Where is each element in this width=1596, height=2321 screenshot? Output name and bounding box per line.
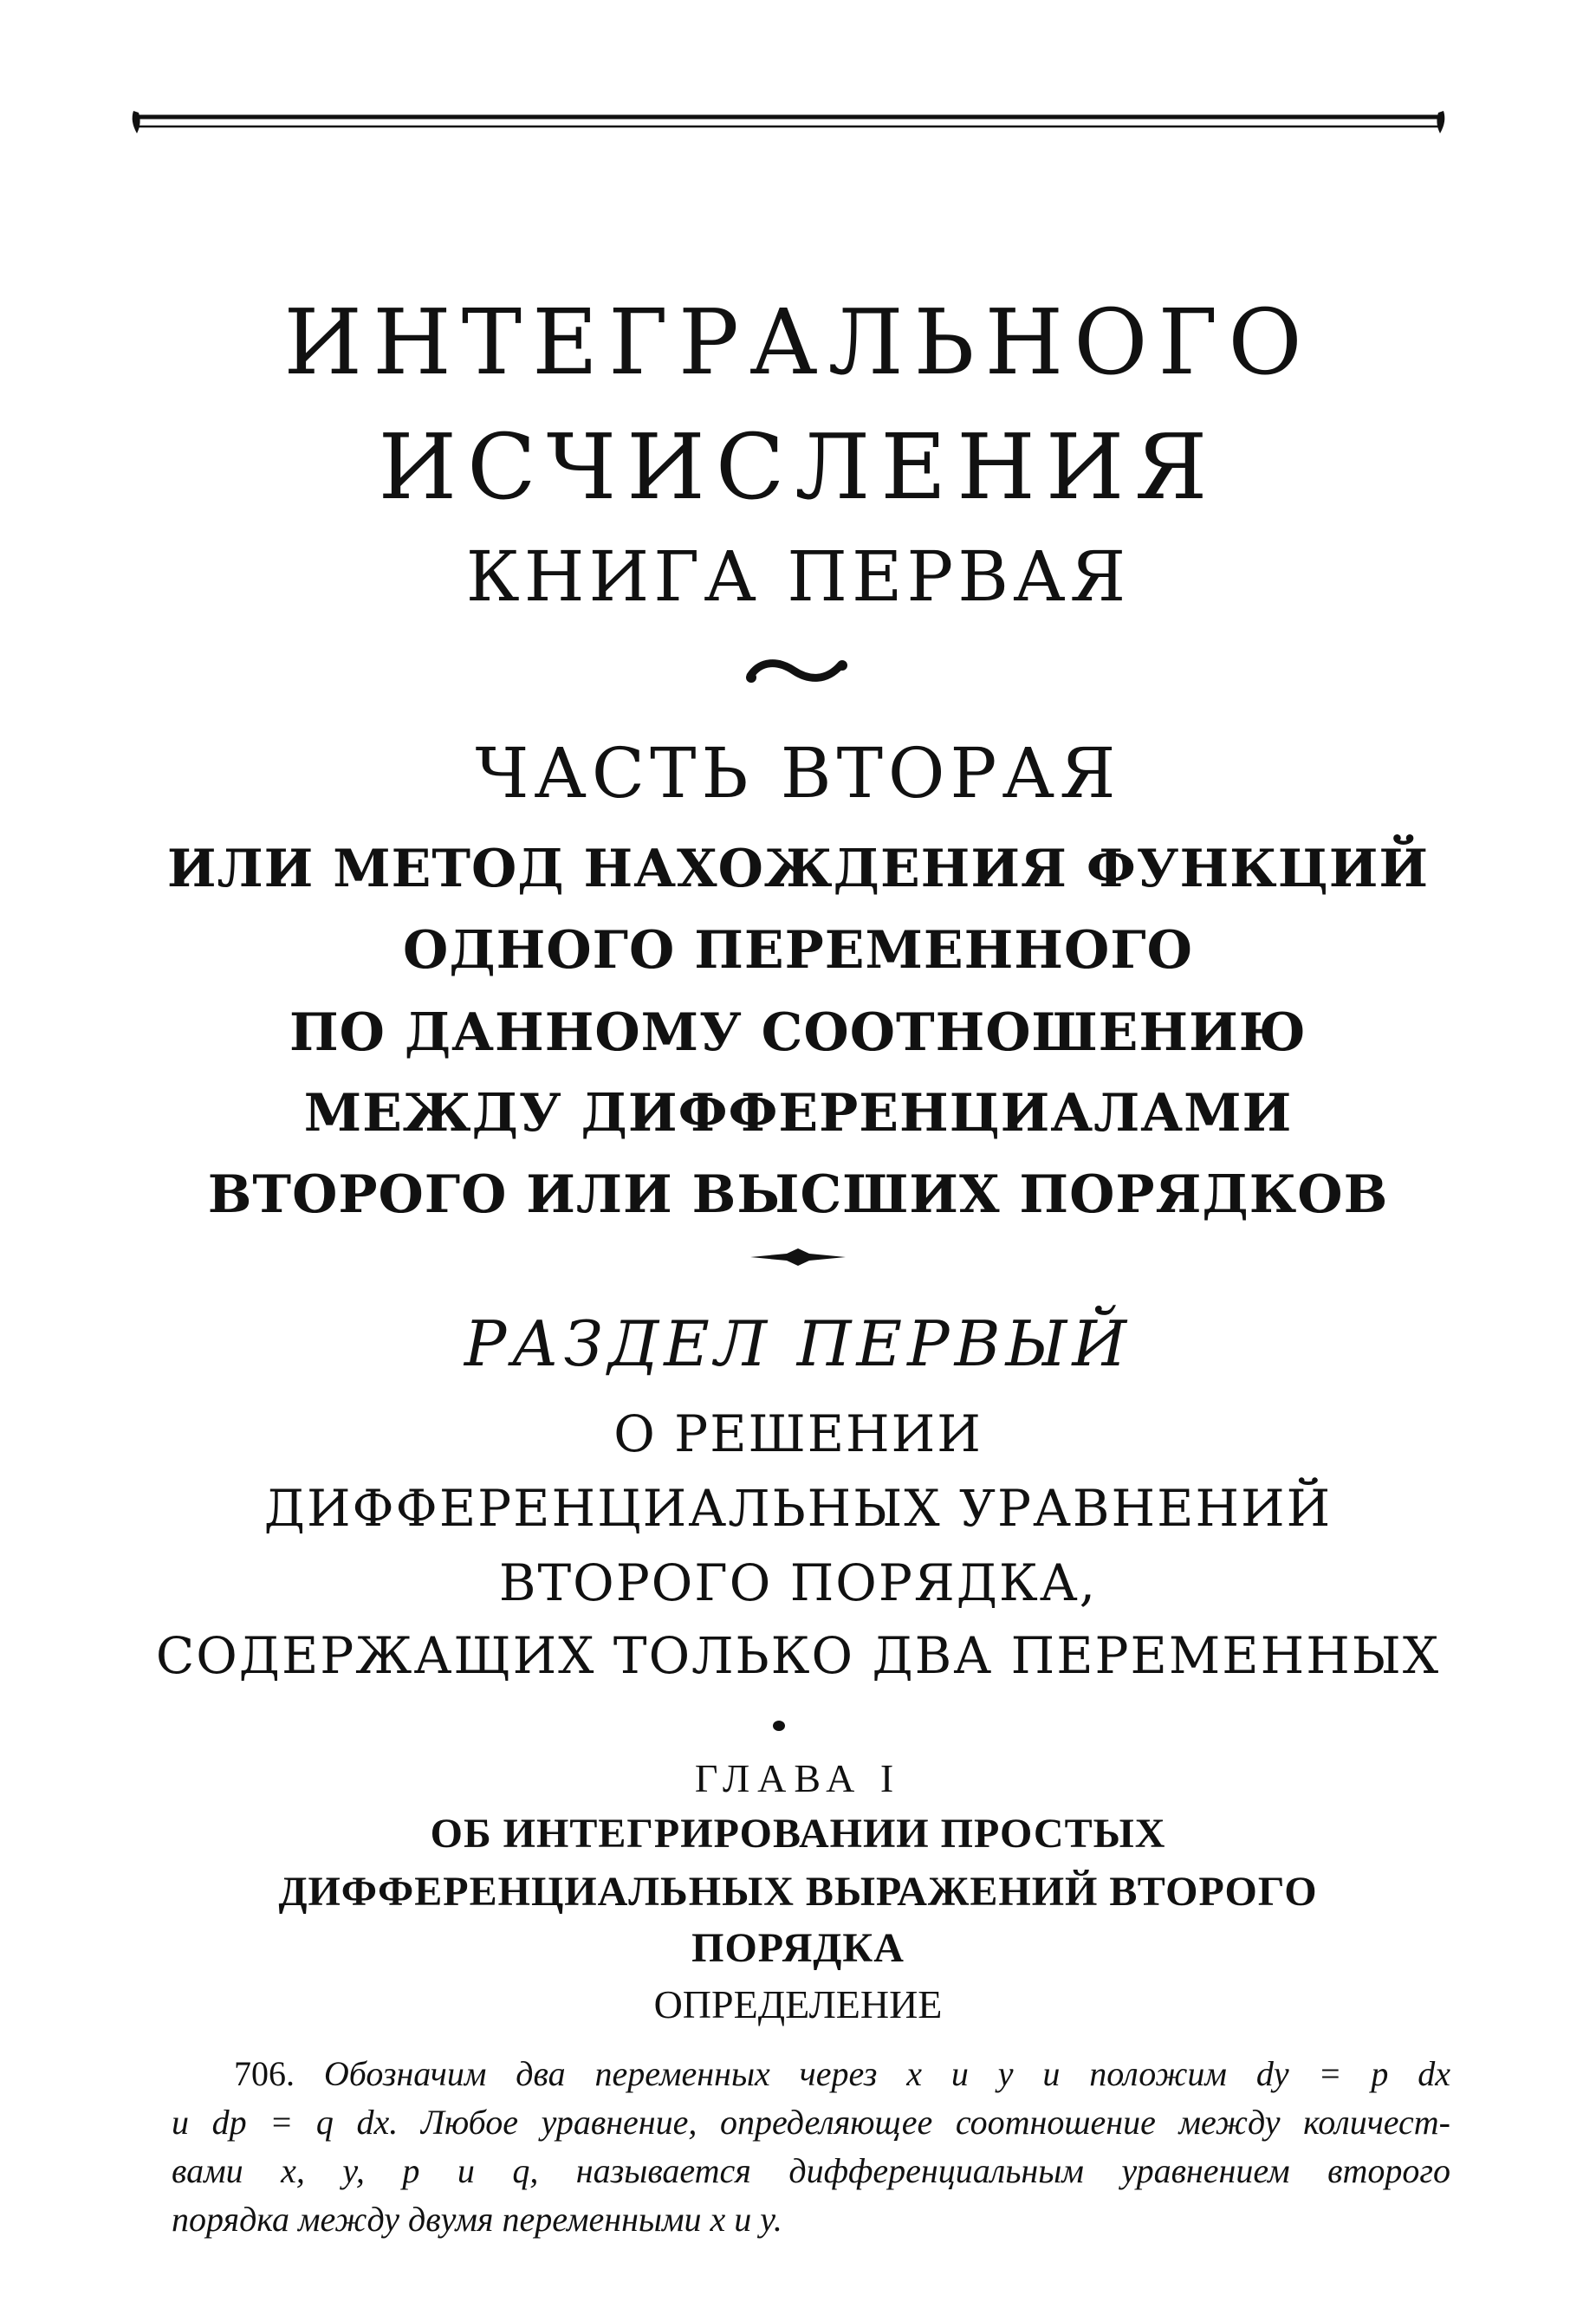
section-title: РАЗДЕЛ ПЕРВЫЙ [464,1307,1132,1380]
dot-ornament [771,1718,787,1734]
part-subtitle-line-2: ОДНОГО ПЕРЕМЕННОГО [403,920,1193,981]
definition-paragraph [172,2050,1450,2244]
part-title: ЧАСТЬ ВТОРАЯ [475,733,1121,814]
part-subtitle-line-1: ИЛИ МЕТОД НАХОЖДЕНИЯ ФУНКЦИЙ [166,839,1430,899]
section-subtitle-line-2: ДИФФЕРЕНЦИАЛЬНЫХ УРАВНЕНИЙ [263,1479,1333,1538]
main-title-line-1: ИНТЕГРАЛЬНОГО [283,289,1313,395]
chapter-label: ГЛАВА I [694,1756,902,1800]
paragraph-line-1-text: Обозначим два переменных через x и y и положим dy = p dx [323,2054,1450,2093]
section-subtitle-line-3: ВТОРОГО ПОРЯДКА, [498,1553,1098,1612]
paragraph-line-3: вами x, y, p и q, называется дифференциальным уравнением второго [172,2151,1450,2190]
chapter-title-line-3: ПОРЯДКА [691,1925,905,1971]
part-subtitle-line-4: МЕЖДУ ДИФФЕРЕНЦИАЛАМИ [303,1083,1293,1144]
dash-ornament [749,1248,847,1266]
paragraph-line-4: порядка между двумя переменными x и y. [172,2200,782,2239]
definition-label: ОПРЕДЕЛЕНИЕ [653,1982,943,2026]
part-subtitle-line-3: ПО ДАННОМУ СООТНОШЕНИЮ [289,1002,1307,1063]
paragraph-line-2: и dp = q dx. Любое уравнение, определяющее соотношение между количест- [172,2103,1450,2142]
paragraph-line-1 [172,2050,1450,2098]
paragraph-number: 706. [234,2054,295,2093]
top-ornamental-rule [130,109,1447,137]
part-subtitle-line-5: ВТОРОГО ИЛИ ВЫСШИХ ПОРЯДКОВ [207,1164,1389,1225]
section-subtitle-line-1: О РЕШЕНИИ [613,1404,983,1463]
chapter-title-line-2: ДИФФЕРЕНЦИАЛЬНЫХ ВЫРАЖЕНИЙ ВТОРОГО [278,1869,1318,1915]
swash-ornament [743,655,853,686]
chapter-title-line-1: ОБ ИНТЕГРИРОВАНИИ ПРОСТЫХ [430,1811,1166,1857]
book-title: КНИГА ПЕРВАЯ [465,536,1131,617]
main-title-line-2: ИСЧИСЛЕНИЯ [378,414,1218,520]
section-subtitle-line-4: СОДЕРЖАЩИХ ТОЛЬКО ДВА ПЕРЕМЕННЫХ [155,1626,1441,1685]
